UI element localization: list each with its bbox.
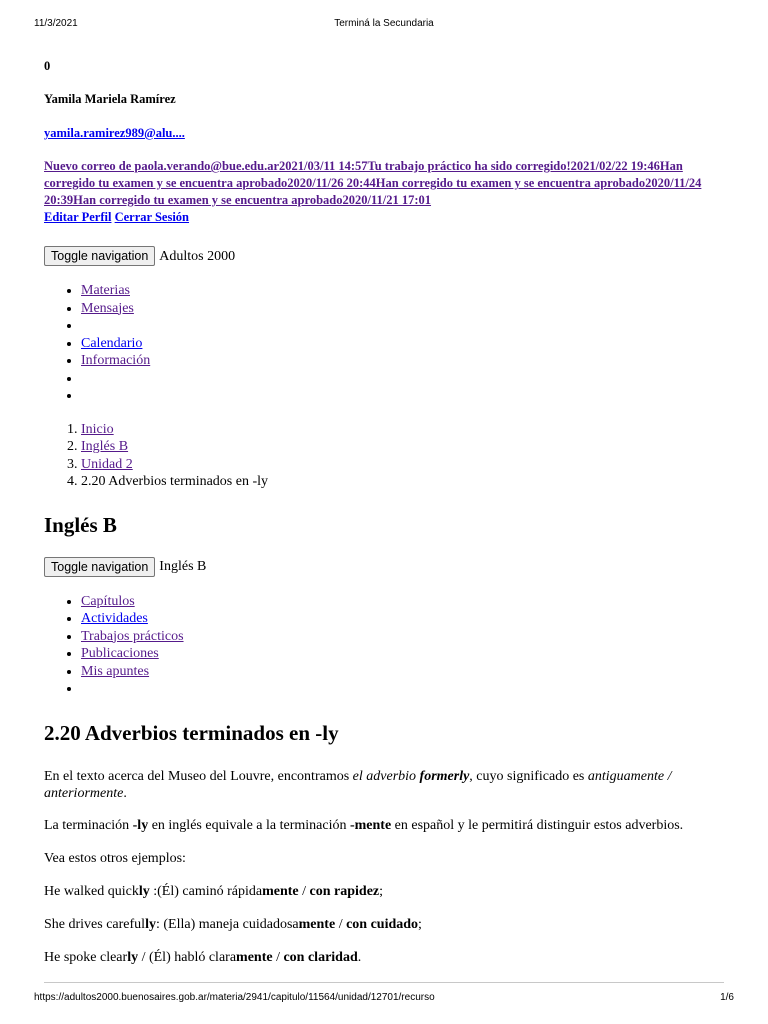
- text-span: en inglés equivale a la terminación: [148, 817, 350, 833]
- notification-count: 0: [44, 59, 51, 73]
- page-content: [44, 58, 724, 966]
- subject-nav-item: [81, 593, 724, 611]
- text-span: , cuyo significado es: [469, 768, 588, 784]
- nav-link-mensajes[interactable]: Mensajes: [81, 300, 134, 316]
- example-2: [44, 916, 724, 933]
- text-span: ;: [418, 916, 422, 932]
- text-bold: mente: [298, 916, 336, 932]
- print-title: Terminá la Secundaria: [334, 18, 434, 29]
- text-bold: mente: [262, 883, 299, 899]
- breadcrumb-item: [81, 421, 724, 439]
- text-bold: mente: [236, 949, 273, 965]
- text-span: La terminación: [44, 817, 133, 833]
- text-italic: el adverbio: [352, 768, 420, 784]
- example-1: [44, 883, 724, 900]
- main-nav-list: [44, 282, 724, 405]
- breadcrumb-link-inicio[interactable]: Inicio: [81, 421, 114, 437]
- subject-link-capitulos[interactable]: Capítulos: [81, 593, 135, 609]
- text-span: She drives careful: [44, 916, 146, 932]
- text-bold: -ly: [132, 817, 149, 833]
- text-bold: con cuidado: [346, 916, 419, 932]
- nav-item-calendario: [81, 335, 724, 353]
- text-bold-italic: formerly: [419, 768, 470, 784]
- user-name: Yamila Mariela Ramírez: [44, 92, 176, 106]
- text-bold: ly: [145, 916, 156, 932]
- subject-title: Inglés B: [44, 512, 117, 537]
- text-span: .: [123, 785, 127, 801]
- subject-toggle-navigation-button[interactable]: Toggle navigation: [44, 557, 155, 577]
- breadcrumb-link-ingles-b[interactable]: Inglés B: [81, 439, 129, 454]
- text-span: He spoke clear: [44, 949, 128, 965]
- breadcrumb-current: 4. 2.20 Adverbios terminados en -ly: [81, 473, 724, 491]
- text-span: .: [357, 949, 362, 965]
- nav-item-informacion: [81, 352, 724, 370]
- subject-navbar: [44, 557, 724, 577]
- text-span: ;: [379, 883, 384, 899]
- text-bold: con rapidez: [309, 883, 380, 899]
- subject-nav-item: [81, 663, 724, 681]
- subject-link-publicaciones[interactable]: Publicaciones: [81, 646, 159, 661]
- breadcrumb: [44, 421, 724, 491]
- print-date: 11/3/2021: [34, 18, 78, 29]
- text-span: en español y le permitirá distinguir estos adverbios.: [391, 817, 684, 833]
- text-span: He walked quick: [44, 883, 139, 899]
- text-span: /: [272, 949, 284, 965]
- text-span: En el texto acerca del Museo del Louvre, encontramos: [44, 768, 353, 784]
- lesson-paragraph-3: Vea estos otros ejemplos:: [44, 850, 186, 866]
- subject-nav-item: [81, 628, 724, 646]
- text-span: /: [335, 916, 347, 932]
- nav-item-empty: [81, 317, 724, 335]
- subject-nav-list: [44, 593, 724, 698]
- example-3: [44, 949, 724, 966]
- edit-profile-link[interactable]: Editar Perfil: [44, 210, 112, 224]
- print-header: [0, 18, 768, 32]
- subject-link-actividades[interactable]: Actividades: [81, 611, 148, 626]
- nav-item-empty: [81, 387, 724, 405]
- subject-link-trabajos-practicos[interactable]: Trabajos prácticos: [81, 628, 184, 644]
- text-span: /: [298, 883, 310, 899]
- print-footer: [0, 992, 768, 1006]
- text-span: : (Ella) maneja cuidadosa: [155, 916, 299, 932]
- subject-link-mis-apuntes[interactable]: Mis apuntes: [81, 663, 150, 679]
- text-bold: ly: [138, 883, 150, 899]
- subject-brand-label: Inglés B: [159, 559, 207, 574]
- toggle-navigation-button[interactable]: Toggle navigation: [44, 246, 155, 266]
- nav-link-calendario[interactable]: Calendario: [81, 335, 143, 351]
- nav-item-mensajes: [81, 300, 724, 318]
- print-url: https://adultos2000.buenosaires.gob.ar/materia/2941/capitulo/11564/unidad/12701/recurso: [34, 992, 435, 1003]
- text-bold: ly: [127, 949, 139, 965]
- footer-divider: [44, 982, 724, 983]
- text-italic: antiguamente / anteriormente: [44, 768, 672, 801]
- text-bold: -mente: [349, 817, 392, 833]
- subject-nav-item: [81, 645, 724, 663]
- lesson-title: 2.20 Adverbios terminados en -ly: [44, 720, 339, 745]
- text-bold: con claridad: [283, 949, 358, 965]
- logout-link[interactable]: Cerrar Sesión: [114, 210, 190, 224]
- brand-label: Adultos 2000: [159, 248, 236, 264]
- nav-link-informacion[interactable]: Información: [81, 353, 151, 368]
- nav-link-materias[interactable]: Materias: [81, 283, 130, 298]
- lesson-paragraph-2: [44, 817, 724, 834]
- user-email-link[interactable]: yamila.ramirez989@alu....: [44, 126, 185, 140]
- text-span: / (Él) habló clara: [138, 949, 237, 965]
- subject-nav-item: [81, 610, 724, 628]
- breadcrumb-item: [81, 438, 724, 456]
- text-span: :(Él) caminó rápida: [149, 883, 263, 899]
- notifications-link[interactable]: Nuevo correo de paola.verando@bue.edu.ar2021/03/11 14:57Tu trabajo práctico ha sido corregido!2021/02/22 19:46Han corregido tu examen y se encuentra aprobado2020/11/26 20:44Han corregido tu examen y se encuentra aprobado2020/11/24 20:39Han corregido tu examen y se encuentra aprobado2020/11/21 17:01: [44, 159, 702, 207]
- print-page-number: 1/6: [720, 992, 734, 1003]
- main-navbar: [44, 246, 724, 266]
- subject-nav-item-empty: [81, 680, 724, 698]
- nav-item-empty: [81, 370, 724, 388]
- lesson-paragraph-1: [44, 768, 724, 802]
- breadcrumb-link-unidad-2[interactable]: Unidad 2: [81, 456, 133, 472]
- breadcrumb-item: [81, 456, 724, 474]
- nav-item-materias: [81, 282, 724, 300]
